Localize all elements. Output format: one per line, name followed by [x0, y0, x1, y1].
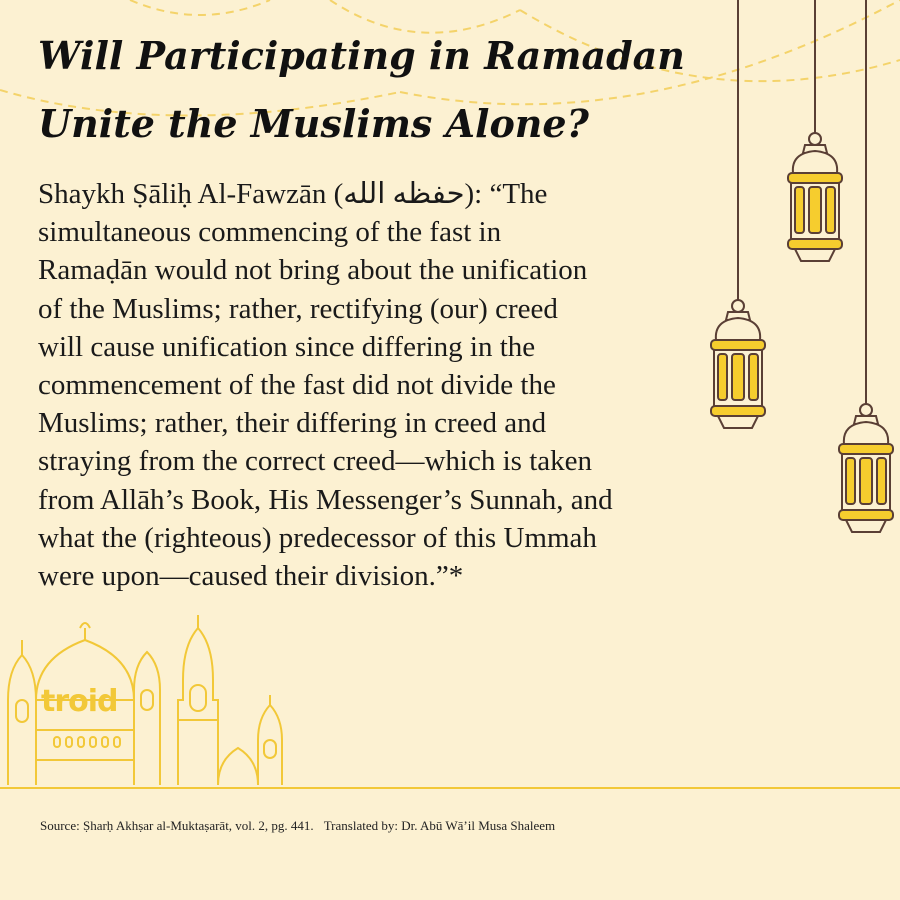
lantern-icon — [839, 404, 893, 532]
title-line-2: Unite the Muslims Alone? — [38, 101, 589, 146]
source-citation — [40, 818, 555, 834]
source-text: Source: Ṣharḥ Akhṣar al-Muktaṣarāt, vol. 2, pg. 441. — [40, 818, 314, 833]
quote-line: Muslims; rather, their differing in creed and — [38, 407, 547, 440]
quote-line: what the (righteous) predecessor of this Ummah — [38, 521, 597, 554]
quote-text — [38, 175, 728, 595]
quote-line: Shaykh Ṣāliḥ Al-Fawzān (حفظه الله): “The — [38, 178, 548, 210]
quote-line: simultaneous commencing of the fast in — [38, 216, 502, 249]
translator-text: Translated by: Dr. Abū Wā’il Musa Shaleem — [323, 818, 556, 833]
quote-line: will cause unification since differing in the — [38, 330, 536, 363]
quote-line: from Allāh’s Book, His Messenger’s Sunnah, and — [38, 483, 613, 516]
quote-line: straying from the correct creed—which is taken — [38, 445, 593, 478]
page-title — [38, 22, 738, 158]
quote-line: were upon—caused their division.”* — [38, 560, 464, 593]
quote-line: commencement of the fast did not divide the — [38, 369, 556, 402]
lantern-icon — [788, 133, 842, 261]
title-line-1: Will Participating in Ramadan — [38, 33, 685, 78]
quote-line: of the Muslims; rather, rectifying (our) creed — [38, 292, 558, 325]
troid-logo: troid — [41, 684, 118, 719]
quote-line: Ramaḍān would not bring about the unification — [38, 254, 588, 287]
mosque-silhouette-icon — [0, 615, 900, 788]
